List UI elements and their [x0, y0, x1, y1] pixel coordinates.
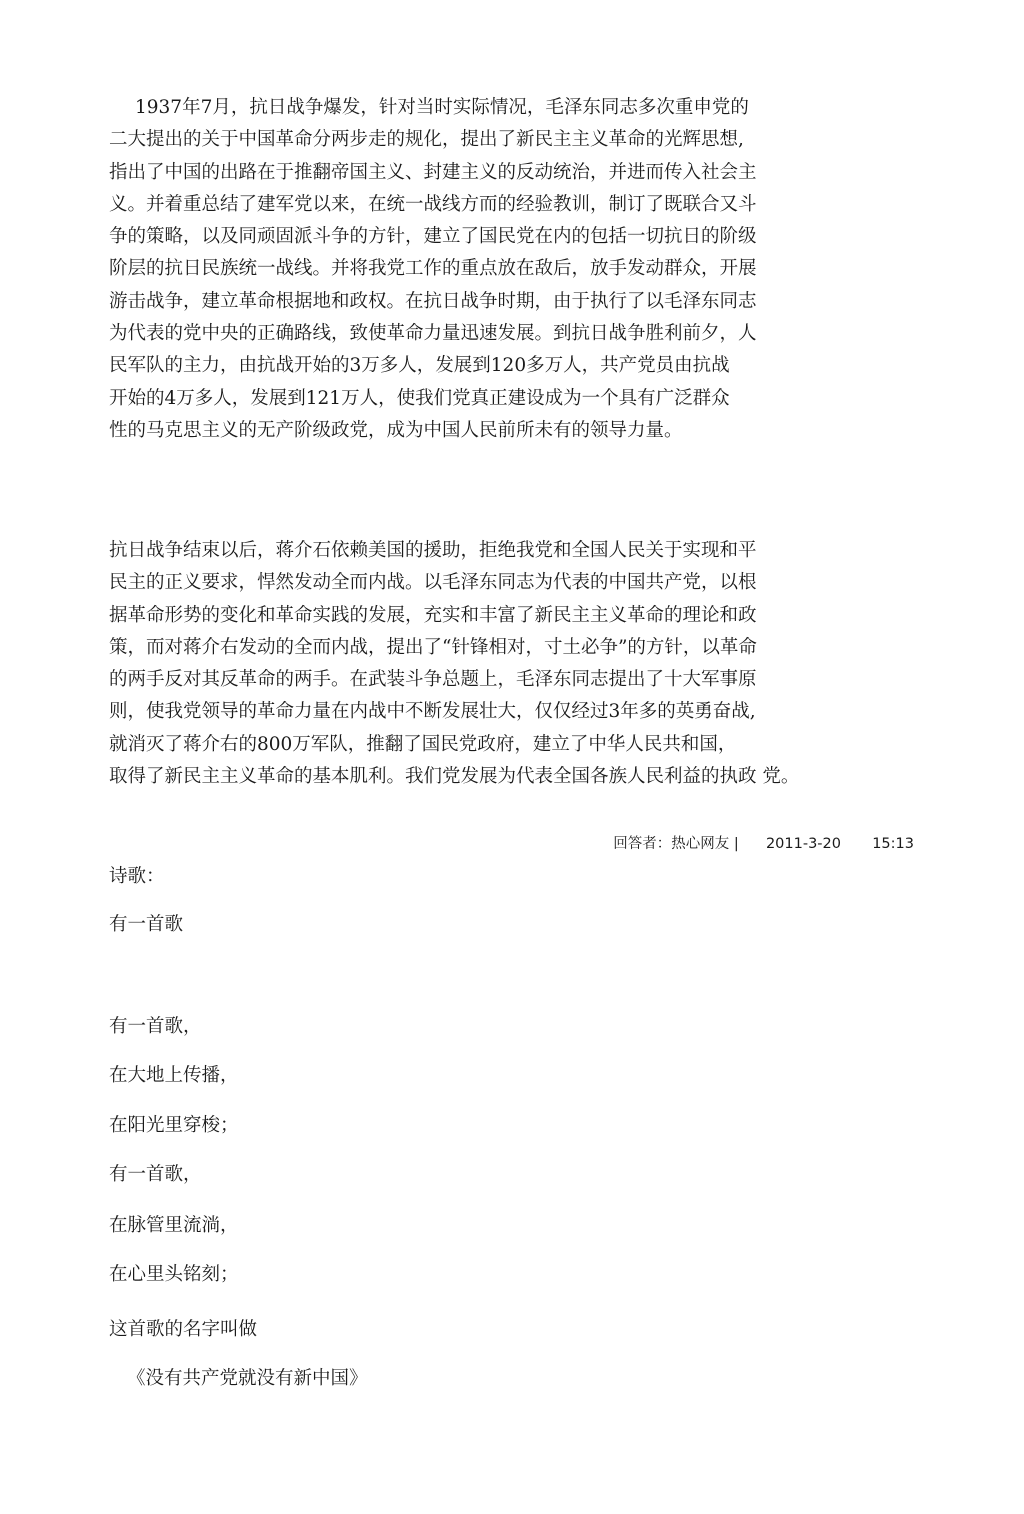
- answerer-label: 回答者：热心网友: [613, 836, 730, 852]
- poem-line: 在阳光里穿梭；: [109, 1115, 239, 1136]
- paragraph-line: 策，而对蒋介右发动的全而内战，提出了“针锋相对，寸土必争”的方针，以革命: [109, 636, 757, 658]
- paragraph-line: 的两手反对其反革命的两手。在武装斗争总题上，毛泽东同志提出了十大军事原: [109, 669, 757, 691]
- paragraph-line: 抗日战争结束以后，蒋介石依赖美国的援助，拒绝我党和全国人民关于实现和平: [109, 540, 757, 561]
- answer-date: 2011-3-20: [765, 836, 841, 852]
- paragraph-line: 民主的正义要求，悍然发动全而内战。以毛泽东同志为代表的中国共产党，以根: [109, 572, 757, 594]
- paragraph-line: 则，使我党领导的革命力量在内战中不断发展壮大，仅仅经过3年多的英勇奋战,: [109, 701, 756, 723]
- poem-label: 诗歌：: [109, 866, 165, 887]
- poem-final-line: 《没有共产党就没有新中国》: [127, 1368, 368, 1389]
- paragraph-line: 据革命形势的变化和革命实践的发展，充实和丰富了新民主主义革命的理论和政: [109, 604, 757, 626]
- paragraph-line: 争的策略，以及同顽固派斗争的方针，建立了国民党在内的包括一切抗日的阶级: [109, 226, 757, 248]
- paragraph-anti-japanese-war: [109, 92, 869, 447]
- paragraph-line: 就消灭了蒋介右的800万军队，推翻了国民党政府，建立了中华人民共和国，: [109, 733, 737, 755]
- paragraph-civil-war: [109, 535, 869, 793]
- paragraph-line: 义。并着重总结了建军党以来，在统一战线方而的经验教训，制订了既联合又斗: [109, 193, 757, 215]
- paragraph-line: 取得了新民主主义革命的基本肌利。我们党发展为代表全国各族人民利益的执政 党。: [109, 766, 800, 788]
- answer-meta: [613, 832, 914, 853]
- paragraph-line: 1937年7月，抗日战争爆发，针对当时实际情况，毛泽东同志多次重申党的: [135, 97, 749, 118]
- paragraph-line: 指出了中国的出路在于推翻帝国主义、封建主义的反动统治，并进而传入社会主: [109, 161, 757, 183]
- answer-time: 15:13: [872, 836, 914, 852]
- paragraph-line: 阶层的抗日民族统一战线。并将我党工作的重点放在敌后，放手发动群众，开展: [109, 258, 757, 280]
- poem-line: 在脉管里流淌，: [109, 1215, 239, 1236]
- paragraph-line: 二大提出的关于中国革命分两步走的规化，提出了新民主主义革命的光辉思想,: [109, 129, 744, 151]
- paragraph-line: 民军队的主力，由抗战开始的3万多人，发展到120多万人，共产党员由抗战: [109, 355, 730, 377]
- poem-line: 有一首歌，: [109, 1016, 202, 1037]
- poem-line: 有一首歌，: [109, 1164, 202, 1185]
- poem-title: 有一首歌: [109, 914, 184, 935]
- paragraph-line: 游击战争，建立革命根据地和政权。在抗日战争时期，由于执行了以毛泽东同志: [109, 290, 757, 312]
- poem-line: 在大地上传播，: [109, 1065, 239, 1086]
- paragraph-line: 为代表的党中央的正确路线，致使革命力量迅速发展。到抗日战争胜利前夕，人: [109, 323, 757, 345]
- answer-separator: |: [733, 836, 739, 852]
- poem-line: 这首歌的名字叫做: [109, 1319, 258, 1340]
- paragraph-line: 性的马克思主义的无产阶级政党，成为中国人民前所未有的领导力量。: [109, 419, 683, 441]
- poem-line: 在心里头铭刻；: [109, 1264, 239, 1285]
- paragraph-line: 开始的4万多人，发展到121万人，使我们党真正建设成为一个具有广泛群众: [109, 387, 730, 409]
